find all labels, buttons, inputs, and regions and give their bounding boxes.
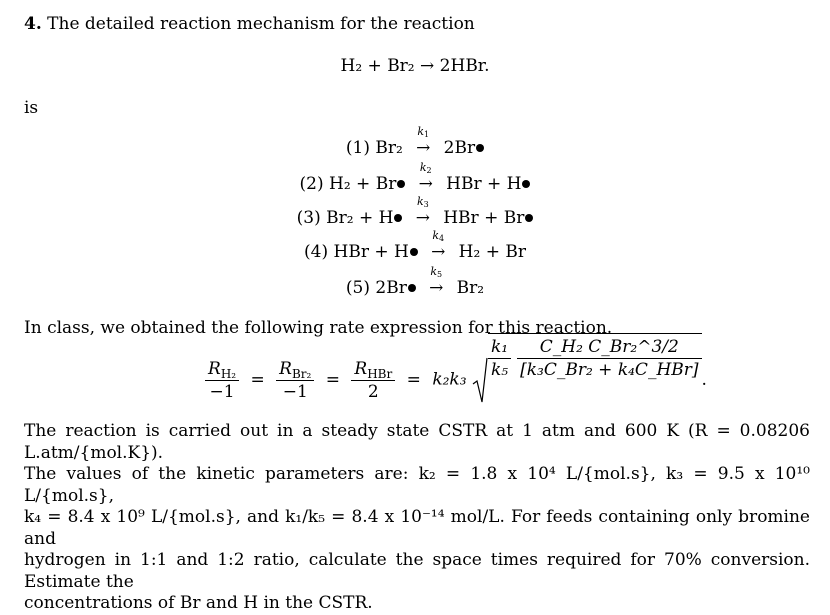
paragraph-line-4: hydrogen in 1:1 and 1:2 ratio, calculate the space times required for 70% conversion. Estimate the (24, 550, 810, 592)
rate-subscript: H₂ (220, 366, 237, 381)
rate-subscript: HBr (367, 366, 393, 381)
step-products: HBr + Br (443, 208, 525, 228)
rate-subscript: Br₂ (291, 366, 312, 381)
radical-dot-icon (394, 214, 402, 222)
reaction-arrow-icon: k2 → (411, 174, 441, 194)
paragraph-line-1: The reaction is carried out in a steady state CSTR at 1 atm and 600 K (R = 0.08206 L.atm/{mol.K}). (24, 421, 810, 463)
step-products: Br₂ (456, 278, 485, 298)
problem-number: 4. (24, 14, 42, 34)
step-reactants: 2Br (375, 278, 407, 298)
radical-dot-icon (525, 214, 533, 222)
step-reactants: HBr + H (333, 242, 409, 262)
step-label: (5) (345, 278, 376, 298)
problem-paragraph (24, 421, 810, 615)
step-label: (3) (296, 208, 327, 228)
reaction-arrow-icon: k4 → (423, 242, 453, 262)
radical-dot-icon (408, 284, 416, 292)
rate-constant: k5 (430, 265, 443, 279)
step-reactants: H₂ + Br (329, 174, 397, 194)
is-text: is (24, 98, 39, 118)
sqrt-icon (472, 356, 488, 404)
equals-sign: = (325, 370, 340, 390)
rate-symbol: R (354, 358, 368, 379)
rate-prefactor: k₂k₃ (432, 369, 467, 390)
rate-constant: k2 (419, 161, 432, 175)
rate-denominator: −1 (209, 381, 235, 402)
step-label: (2) (299, 174, 330, 194)
problem-intro-text: The detailed reaction mechanism for the reaction (47, 14, 475, 34)
rate-denominator: 2 (367, 381, 379, 402)
step-products: 2Br (443, 138, 476, 158)
step-label: (1) (345, 138, 376, 158)
rate-constant: k3 (416, 195, 429, 209)
problem-intro (24, 14, 475, 34)
radical-dot-icon (476, 144, 484, 152)
rate-term-br2 (276, 358, 314, 403)
rate-denominator: −1 (282, 381, 308, 402)
rate-term-h2 (205, 358, 239, 403)
rate-symbol: R (279, 358, 292, 379)
equals-sign: = (250, 370, 265, 390)
mechanism-step-1 (0, 125, 830, 158)
reaction-arrow-icon: k5 → (421, 278, 451, 298)
rate-term-hbr (351, 358, 395, 403)
radical-dot-icon (522, 180, 530, 188)
step-reactants: Br₂ (375, 138, 403, 158)
paragraph-line-5: concentrations of Br and H in the CSTR. (24, 593, 373, 613)
mechanism-step-2 (0, 161, 830, 194)
step-products: H₂ + Br (458, 242, 526, 262)
paragraph-line-2: The values of the kinetic parameters are: k₂ = 1.8 x 10⁴ L/{mol.s}, k₃ = 9.5 x 10¹⁰ L/{mol.s}, (24, 464, 810, 506)
sqrt-denominator: k₅ (490, 360, 509, 380)
class-text: In class, we obtained the following rate expression for this reaction. (24, 318, 613, 338)
period: . (701, 370, 707, 390)
mechanism-step-4 (0, 229, 830, 262)
step-label: (4) (304, 242, 334, 262)
concentration-numerator: C_H₂ C_Br₂^3/2 (539, 337, 679, 357)
equals-sign: = (406, 370, 421, 390)
step-products: HBr + H (446, 174, 522, 194)
mechanism-step-5 (0, 265, 830, 298)
rate-constant: k4 (432, 229, 445, 243)
radical-dot-icon (397, 180, 405, 188)
sqrt-numerator: k₁ (490, 337, 509, 357)
rate-constant: k1 (417, 125, 430, 139)
concentration-denominator: [k₃C_Br₂ + k₄C_HBr] (520, 360, 699, 380)
overall-reaction: H₂ + Br₂ → 2HBr. (340, 56, 490, 76)
rate-symbol: R (208, 358, 221, 379)
paragraph-line-3: k₄ = 8.4 x 10⁹ L/{mol.s}, and k₁/k₅ = 8.4 x 10⁻¹⁴ mol/L. For feeds containing only bromine and (24, 507, 810, 549)
radical-dot-icon (410, 248, 418, 256)
reaction-arrow-icon: k3 → (408, 208, 438, 228)
mechanism-step-3 (0, 195, 830, 228)
step-reactants: Br₂ + H (326, 208, 394, 228)
reaction-arrow-icon: k1 → (408, 138, 438, 158)
